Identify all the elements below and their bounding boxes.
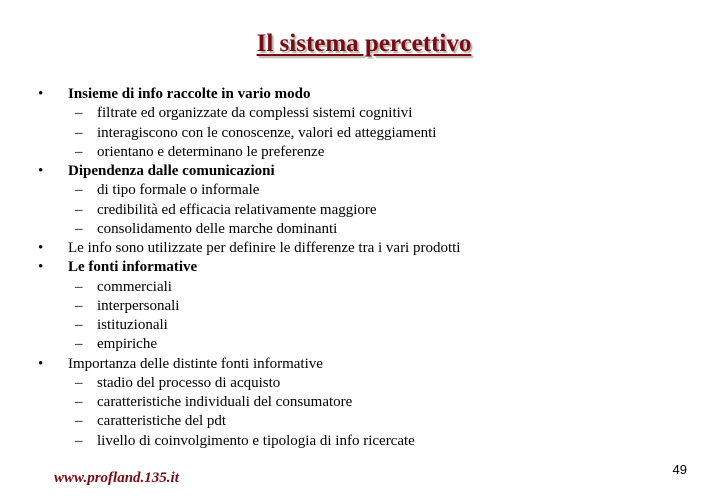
sub-bullet-text: stadio del processo di acquisto	[97, 374, 281, 391]
bullet-item	[0, 258, 728, 277]
sub-bullet-item	[0, 335, 728, 354]
sub-bullet-text: istituzionali	[97, 317, 168, 333]
bullet-text: Insieme di info raccolte in vario modo	[68, 86, 311, 102]
sub-bullet-item	[0, 316, 728, 335]
bullet-item	[0, 355, 728, 374]
sub-bullet-text: filtrate ed organizzate da complessi sistemi cognitivi	[97, 105, 413, 122]
slide-title: Il sistema percettivo	[256, 30, 472, 57]
dash-marker: –	[75, 413, 83, 430]
bullet-item	[0, 85, 728, 104]
dash-marker: –	[75, 143, 83, 160]
dash-marker: –	[75, 182, 83, 199]
footer-url: www.profland.135.it	[54, 470, 179, 486]
bullet-text: Le info sono utilizzate per definire le differenze tra i vari prodotti	[68, 240, 461, 256]
bullet-text: Dipendenza dalle comunicazioni	[68, 163, 275, 179]
sub-bullet-text: interpersonali	[97, 297, 180, 314]
dash-marker: –	[75, 105, 83, 122]
dash-marker: –	[75, 317, 83, 333]
dash-marker: –	[75, 336, 83, 353]
dash-marker: –	[75, 432, 83, 449]
sub-bullet-text: interagiscono con le conoscenze, valori ed atteggiamenti	[97, 124, 437, 141]
dash-marker: –	[75, 220, 83, 237]
sub-bullet-text: empiriche	[97, 336, 157, 353]
sub-bullet-item	[0, 143, 728, 162]
dash-marker: –	[75, 278, 83, 295]
bullet-text: Le fonti informative	[68, 259, 198, 276]
sub-bullet-text: caratteristiche individuali del consumatore	[97, 394, 353, 410]
sub-bullet-item	[0, 201, 728, 220]
sub-bullet-text: credibilità ed efficacia relativamente maggiore	[97, 201, 377, 218]
sub-bullet-text: orientano e determinano le preferenze	[97, 143, 325, 160]
bullet-item	[0, 162, 728, 181]
sub-bullet-text: commerciali	[97, 278, 172, 295]
sub-bullet-item	[0, 278, 728, 297]
sub-bullet-text: livello di coinvolgimento e tipologia di info ricercate	[97, 432, 415, 449]
sub-bullet-text: caratteristiche del pdt	[97, 413, 227, 430]
bullet-marker: •	[38, 86, 44, 102]
bullet-marker: •	[38, 240, 44, 256]
sub-bullet-item	[0, 181, 728, 200]
sub-bullet-item	[0, 393, 728, 412]
bullet-marker: •	[38, 259, 44, 276]
sub-bullet-item	[0, 124, 728, 143]
page-number: 49	[672, 462, 687, 477]
dash-marker: –	[75, 201, 83, 218]
bullet-list	[0, 85, 728, 451]
sub-bullet-text: consolidamento delle marche dominanti	[97, 220, 338, 237]
sub-bullet-item	[0, 374, 728, 393]
dash-marker: –	[75, 297, 83, 314]
bullet-text: Importanza delle distinte fonti informative	[68, 355, 323, 372]
dash-marker: –	[75, 374, 83, 391]
dash-marker: –	[75, 394, 83, 410]
sub-bullet-text: di tipo formale o informale	[97, 182, 260, 199]
dash-marker: –	[75, 124, 83, 141]
sub-bullet-item	[0, 104, 728, 123]
bullet-marker: •	[38, 163, 44, 179]
sub-bullet-item	[0, 220, 728, 239]
bullet-item	[0, 239, 728, 258]
sub-bullet-item	[0, 412, 728, 431]
sub-bullet-item	[0, 432, 728, 451]
bullet-marker: •	[38, 355, 44, 372]
sub-bullet-item	[0, 297, 728, 316]
